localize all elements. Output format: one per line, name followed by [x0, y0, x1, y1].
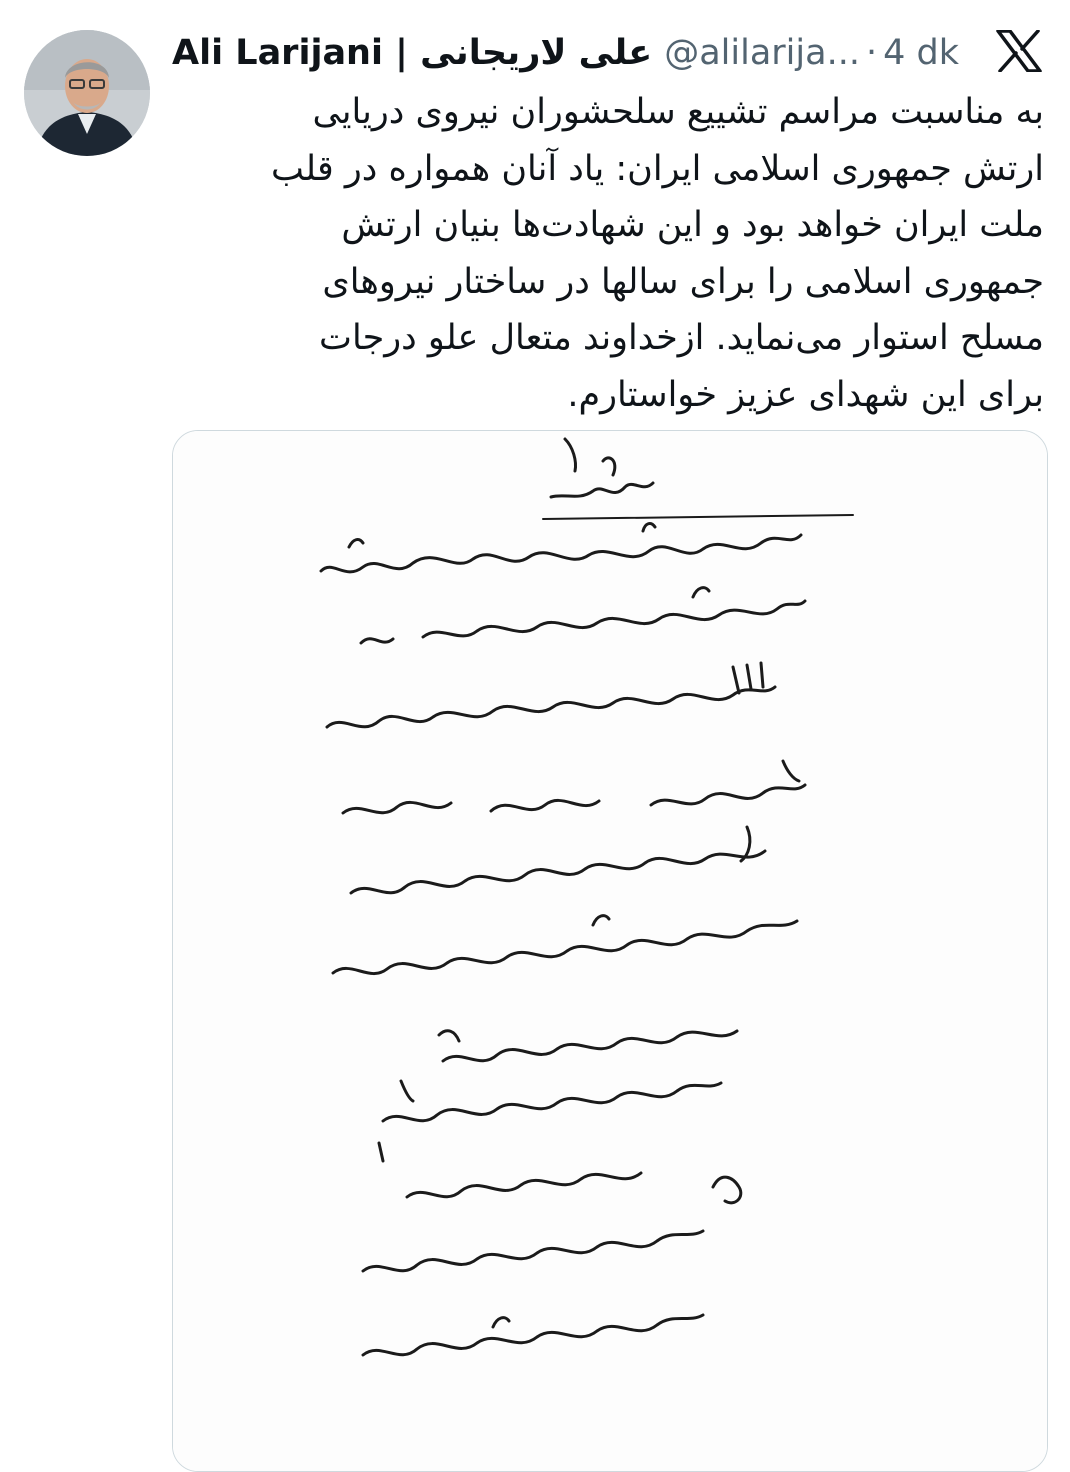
tweet-text-line: مسلح استوار می‌نماید. ازخداوند متعال علو درجات	[319, 318, 1044, 358]
tweet-text-line: ارتش جمهوری اسلامی ایران: یاد آنان همواره در قلب	[271, 148, 1044, 189]
avatar-photo	[24, 30, 150, 156]
handwritten-letter-image	[173, 431, 1047, 1471]
tweet-text-line: ملت ایران خواهد بود و این شهادت‌ها بنیان ارتش	[341, 205, 1044, 245]
tweet-text-line: جمهوری اسلامی را برای سالها در ساختار نیروهای	[322, 261, 1044, 302]
avatar[interactable]	[24, 30, 150, 156]
tweet-text-line: برای این شهدای عزیز خواستارم.	[567, 374, 1044, 415]
separator-dot: ·	[865, 33, 878, 73]
x-logo-icon	[996, 30, 1042, 72]
attached-image[interactable]	[172, 430, 1048, 1472]
display-name[interactable]: Ali Larijani | علی لاریجانی	[172, 33, 653, 73]
tweet-text-line: به مناسبت مراسم تشییع سلحشوران نیروی دریایی	[312, 92, 1044, 132]
tweet-header	[172, 28, 972, 78]
user-handle[interactable]: @alilarija...	[664, 33, 860, 73]
tweet-text	[180, 84, 1044, 423]
timestamp[interactable]: 4 dk	[883, 33, 959, 73]
